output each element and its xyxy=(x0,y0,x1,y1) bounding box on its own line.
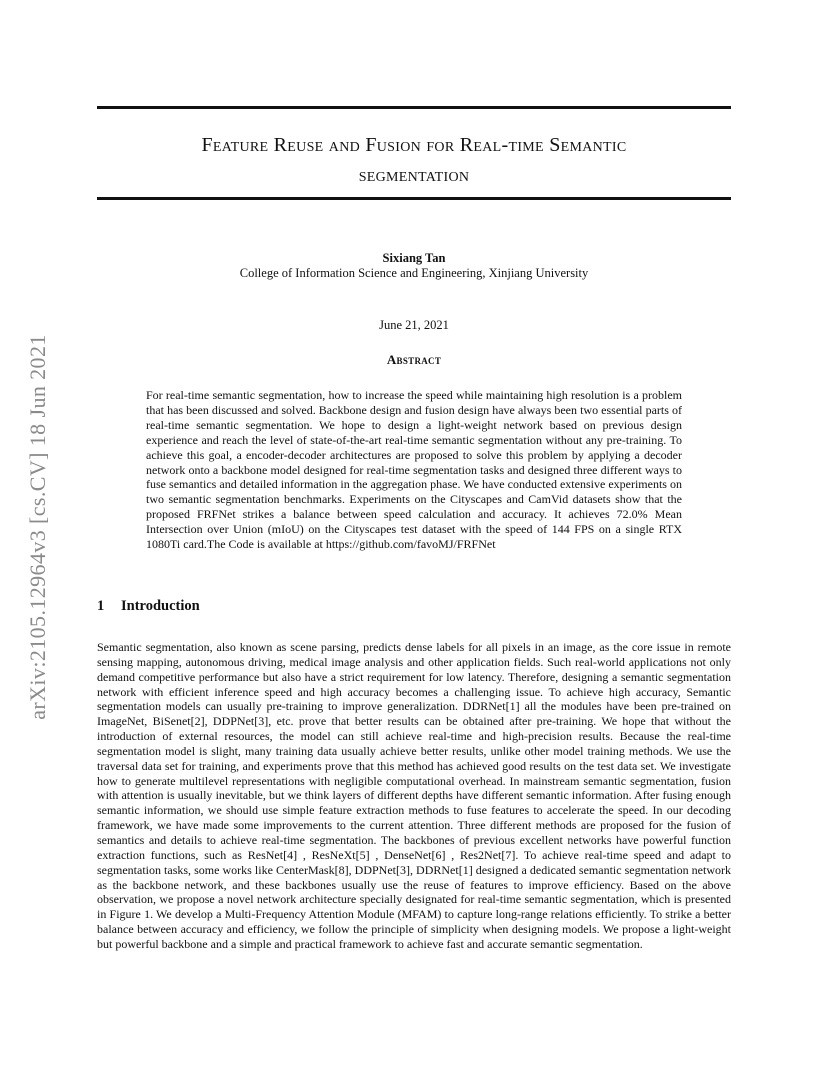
author-block xyxy=(97,251,731,281)
paper-title xyxy=(97,130,731,190)
paper-date: June 21, 2021 xyxy=(379,318,449,332)
paper-title-line-2: segmentation xyxy=(358,164,470,186)
section-heading-introduction xyxy=(97,598,200,615)
abstract-heading: Abstract xyxy=(386,352,442,367)
title-bottom-rule xyxy=(97,197,731,200)
paper-title-line-1: Feature Reuse and Fusion for Real-time Semantic xyxy=(201,134,627,156)
section-title: Introduction xyxy=(121,598,200,614)
introduction-body: Semantic segmentation, also known as scene parsing, predicts dense labels for all pixels in an image, as the core issue in remote sensing mapping, autonomous driving, medical image analysis and other application fields. Such real-world applications not only demand competitive performance but also have a strict requirement for low latency. Therefore, designing a semantic segmentation network with efficient inference speed and high accuracy becomes a challenging issue. To achieve high accuracy, Semantic segmentation models can usually pre-training to improve generalization. DDRNet[1] all the modules have been pre-trained on ImageNet, BiSenet[2], DDPNet[3], etc. prove that better results can be obtained after pre-training. We hope that without the introduction of external resources, the model can still achieve real-time and high-precision results. Because the real-time segmentation model is slight, many training data usually achieve better results, unlike other model training methods. We use the traversal data set for training, and experiments prove that this method has achieved good results on the test data set. We investigate how to generate multilevel representations with negligible computational overhead. In mainstream semantic segmentation, fusion with attention is usually inevitable, but we think layers of different depths have different semantic information. After fusing enough semantic information, we should use simple feature extraction methods to fuse features to accelerate the speed. In our decoding framework, we have made some improvements to the current attention. Three different methods are proposed for the fusion of semantics and details to achieve real-time segmentation. The backbones of previous excellent networks have powerful function extraction functions, such as ResNet[4] , ResNeXt[5] , DenseNet[6] , Res2Net[7]. To achieve real-time speed and adapt to segmentation tasks, some works like CenterMask[8], DDPNet[3], DDRNet[1] designed a dedicated semantic segmentation network as the backbone network, and these backbones usually use the reuse of features to improve efficiency. Based on the above observation, we propose a novel network architecture specially designated for real-time semantic segmentation, which is presented in Figure 1. We develop a Multi-Frequency Attention Module (MFAM) to capture long-range relations efficiently. To strike a better balance between accuracy and efficiency, we follow the principle of simplicity when designing models. We propose a light-weight but powerful backbone and a simple and practical framework to achieve fast and accurate semantic segmentation. xyxy=(97,640,731,951)
arxiv-identifier-stamp: arXiv:2105.12964v3 [cs.CV] 18 Jun 2021 xyxy=(25,334,50,720)
title-top-rule xyxy=(97,106,731,109)
author-name: Sixiang Tan xyxy=(382,251,446,265)
author-affiliation: College of Information Science and Engineering, Xinjiang University xyxy=(239,266,589,280)
section-number: 1 xyxy=(97,598,105,614)
abstract-body: For real-time semantic segmentation, how to increase the speed while maintaining high resolution is a problem that has been discussed and solved. Backbone design and fusion design have always been two essential parts of real-time semantic segmentation. We hope to design a light-weight network based on previous design experience and reach the level of state-of-the-art real-time semantic segmentation without any pre-training. To achieve this goal, a encoder-decoder architectures are proposed to solve this problem by applying a decoder network onto a backbone model designed for real-time segmentation tasks and designed three different ways to fuse semantics and detailed information in the aggregation phase. We have conducted extensive experiments on two semantic segmentation benchmarks. Experiments on the Cityscapes and CamVid datasets show that the proposed FRFNet strikes a balance between speed calculation and accuracy. It achieves 72.0% Mean Intersection over Union (mIoU) on the Cityscapes test dataset with the speed of 144 FPS on a single RTX 1080Ti card.The Code is available at https://github.com/favoMJ/FRFNet xyxy=(146,388,682,552)
